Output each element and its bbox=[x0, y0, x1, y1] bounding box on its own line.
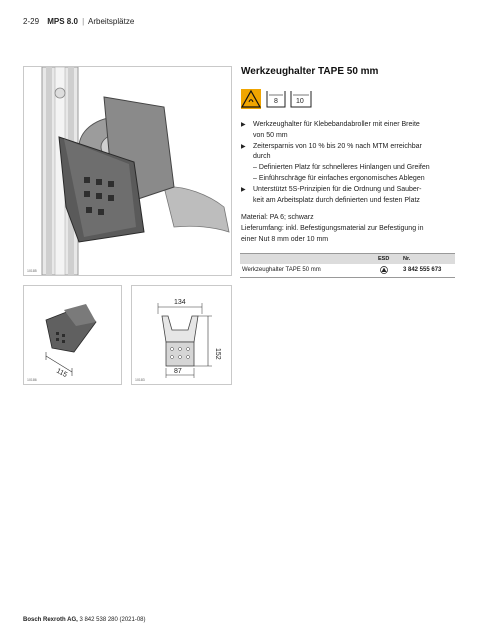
figure-id: 10183 bbox=[135, 378, 145, 382]
company-name: Bosch Rexroth AG, bbox=[23, 617, 78, 623]
esd-warning-icon bbox=[241, 89, 261, 109]
feature-item: ▶ Unterstützt 5S-Prinzipien für die Ordnung und Sauber- keit am Arbeitsplatz durch definierten und festen Platz bbox=[241, 185, 422, 204]
dimension-drawing bbox=[132, 286, 231, 384]
bullet-triangle-icon: ▶ bbox=[241, 186, 246, 193]
feature-list bbox=[241, 120, 451, 206]
product-photo-figure bbox=[23, 285, 122, 385]
col-nr-header: Nr. bbox=[403, 256, 411, 262]
page-footer bbox=[23, 617, 146, 623]
page-number: 2-29 bbox=[23, 17, 40, 26]
dimension-drawing-figure bbox=[131, 285, 232, 385]
col-esd-header: ESD bbox=[378, 256, 390, 262]
feature-item: ▶ Zeitersparnis von 10 % bis 20 % nach MTM erreichbar durch bbox=[241, 142, 422, 161]
table-header bbox=[240, 254, 455, 264]
bullet-triangle-icon: ▶ bbox=[241, 143, 246, 150]
main-product-illustration bbox=[24, 67, 231, 275]
dim-height-label: 152 bbox=[214, 348, 221, 360]
bullet-triangle-icon: ▶ bbox=[241, 122, 246, 128]
product-title: Werkzeughalter TAPE 50 mm bbox=[241, 66, 379, 77]
svg-text:8: 8 bbox=[274, 98, 278, 105]
row-article-number: 3 842 555 673 bbox=[403, 267, 442, 273]
doc-number: 3 842 538 280 (2021-08) bbox=[79, 617, 146, 623]
row-name: Werkzeughalter TAPE 50 mm bbox=[242, 267, 321, 273]
figure-id: 10185 bbox=[27, 269, 37, 273]
page-header bbox=[23, 17, 134, 26]
esd-symbol-icon bbox=[380, 266, 388, 276]
feature-item: ▶ Werkzeughalter für Klebebandabroller mit einer Breite von 50 mm bbox=[241, 121, 420, 139]
product-photo-illustration bbox=[24, 286, 121, 384]
feature-icons bbox=[241, 89, 331, 109]
figure-id: 10186 bbox=[27, 378, 37, 382]
order-table bbox=[240, 253, 455, 278]
feature-subitem: – Definierten Platz für schnelleres Hinlangen und Greifen bbox=[253, 164, 430, 172]
feature-subitem: – Einführschräge für einfaches ergonomisches Ablegen bbox=[253, 174, 425, 182]
section-name: Arbeitsplätze bbox=[88, 17, 135, 26]
delivery-line: Lieferumfang: inkl. Befestigungsmaterial zur Befestigung in bbox=[241, 224, 424, 232]
slot-8-icon bbox=[267, 91, 285, 107]
product-line: MPS 8.0 bbox=[47, 17, 78, 26]
svg-text:10: 10 bbox=[296, 98, 304, 105]
delivery-line: einer Nut 8 mm oder 10 mm bbox=[241, 235, 329, 243]
dim-depth-label: 115 bbox=[55, 367, 69, 380]
dim-width-top-label: 134 bbox=[174, 299, 186, 306]
material-line: Material: PA 6; schwarz bbox=[241, 214, 314, 221]
slot-10-icon bbox=[291, 91, 311, 107]
material-info bbox=[241, 213, 456, 245]
table-row bbox=[240, 264, 455, 278]
header-separator: | bbox=[82, 17, 85, 26]
main-product-figure bbox=[23, 66, 232, 276]
dim-width-bottom-label: 87 bbox=[174, 368, 182, 375]
